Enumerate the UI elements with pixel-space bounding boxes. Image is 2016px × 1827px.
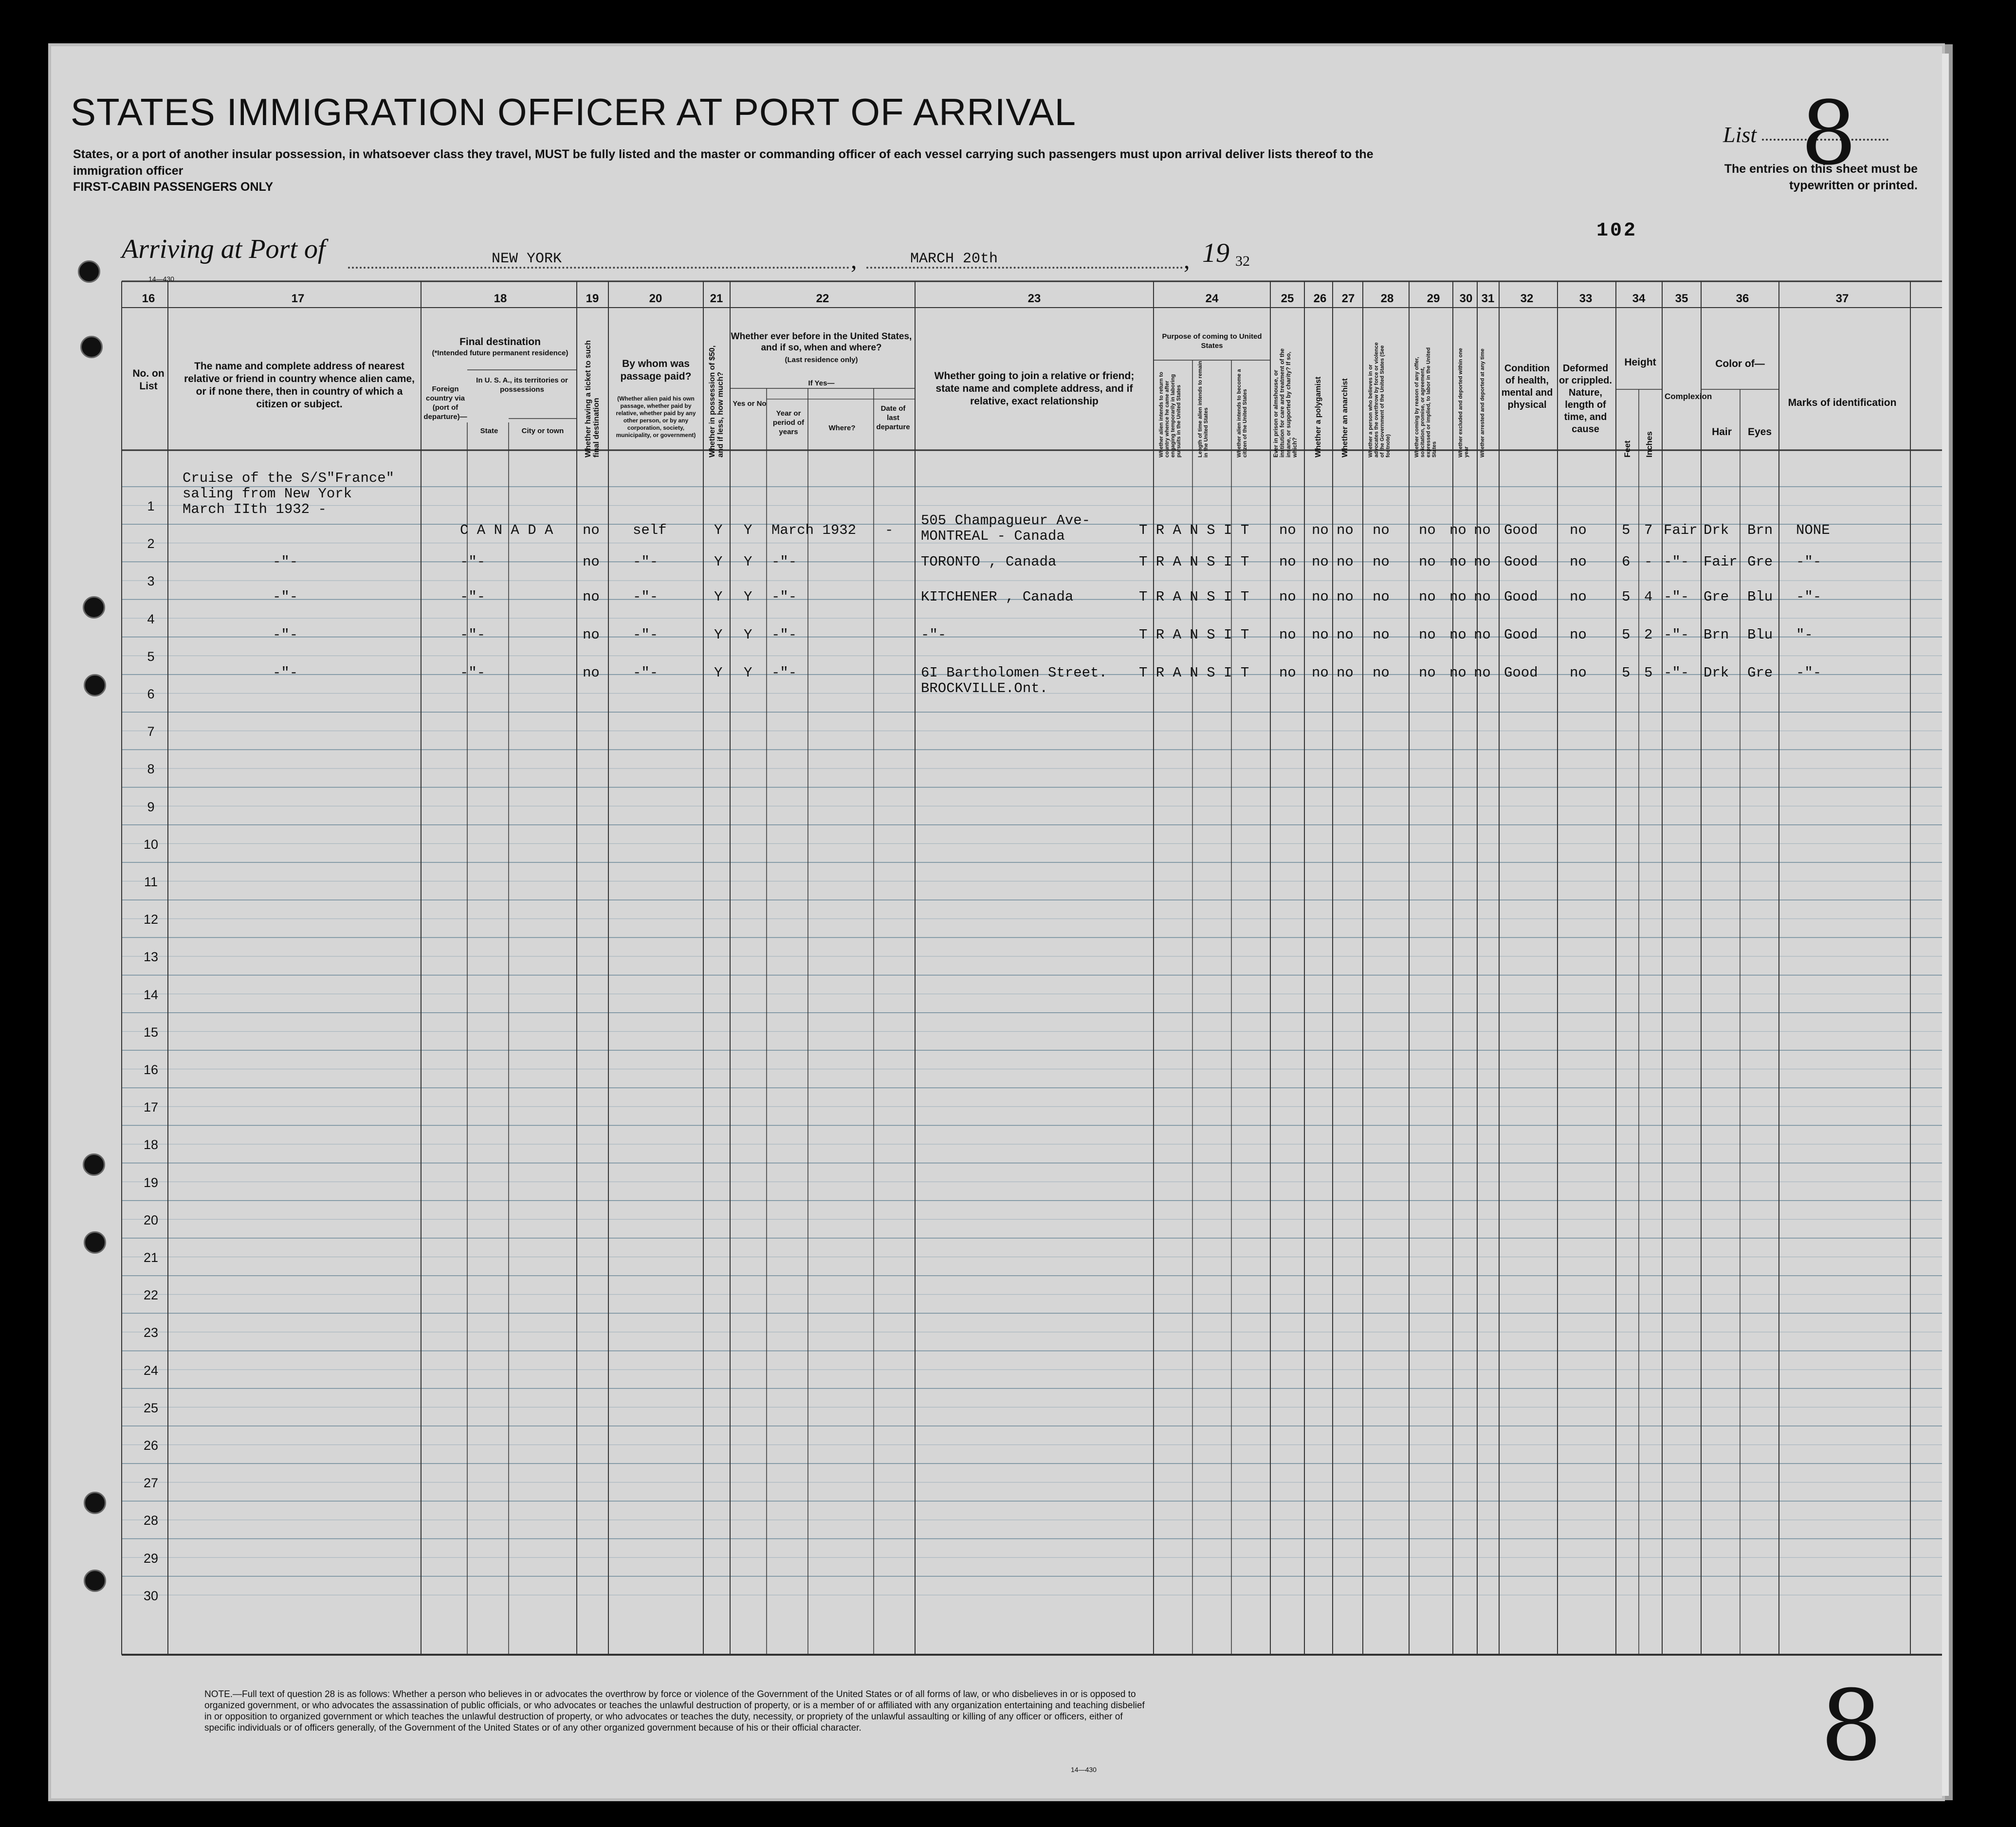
purpose-cell: T R A N S I T (1139, 627, 1249, 643)
header-no-on-list: No. on List (132, 368, 165, 392)
cruise-note-line: Cruise of the S/S"France" (183, 470, 395, 486)
comma-separator: , (851, 246, 857, 274)
row-number: 1 (147, 499, 155, 513)
passage-paid-cell: -"- (633, 554, 659, 570)
polygamist-cell: no (1312, 522, 1329, 538)
footnote: NOTE.—Full text of question 28 is as follows: Whether a person who believes in or advocates the overthrow by force or violence of the Government of the United States or of all forms of law, or who disbelieves in or is opposed to organized government, or who advocates the assassination of public officials, or who advocates or teaches the unlawful destruction of property, or is a member of or affiliated with any organization entertaining and teaching disbelief in or opposition to organized government or which teaches the unlawful destruction of property, or who advocates or teaches the duty, necessity, or propriety of the unlawful assaulting or killing of any officer or officers, either of specific individuals or of officers generally, of the Government of the United States or of any other organized government because of his or their official character. (204, 1689, 1145, 1733)
binding-hole (84, 1492, 106, 1514)
date-value: MARCH 20th (910, 251, 998, 267)
column-number: 26 (1313, 292, 1327, 305)
comma-separator: , (1184, 246, 1190, 274)
binding-hole (83, 596, 105, 619)
column-number: 23 (1027, 292, 1041, 305)
overthrow-cell: no (1373, 522, 1390, 538)
header-marks: Marks of identification (1788, 397, 1897, 408)
health-cell: Good (1504, 554, 1538, 570)
row-number: 11 (144, 875, 158, 889)
form-subtitle: States, or a port of another insular possession, in whatsoever class they travel, MUST be fully listed and the master or commanding officer of each vessel carrying such passengers must upon arrival deliver lists thereof to the immigration officer (73, 147, 1374, 178)
year-cell: -"- (771, 665, 797, 681)
first-cabin-label: FIRST-CABIN PASSENGERS ONLY (73, 180, 274, 194)
header-anarchist: Whether an anarchist (1341, 378, 1349, 457)
column-number: 32 (1520, 292, 1534, 305)
passage-paid-cell: -"- (633, 665, 659, 681)
row-number: 15 (143, 1024, 159, 1040)
funds-cell: Y (714, 665, 723, 681)
ticket-cell: no (583, 522, 600, 538)
header-eyes: Eyes (1747, 426, 1772, 438)
hair-cell: Fair (1704, 554, 1738, 570)
destination-cell: -"- (460, 554, 486, 570)
header-labor-offer: Whether coming by reason of any offer, solicitation, promise, or agreement, expressed or implied, to labor in the United States (1414, 347, 1437, 457)
row-number: 13 (143, 950, 159, 965)
year-cell: -"- (771, 589, 797, 605)
header-prison: Ever in prison or almshouse, or institution for care and treatment of the insane, or supported by charity? If so, which? (1272, 348, 1298, 457)
row-number: 27 (143, 1476, 159, 1491)
overthrow-cell: no (1373, 554, 1390, 570)
form-title: STATES IMMIGRATION OFFICER AT PORT OF ARRIVAL (71, 91, 1077, 133)
year-prefix: 19 (1202, 238, 1229, 268)
eyes-cell: Blu (1747, 589, 1773, 605)
excluded-cell: no (1449, 554, 1466, 570)
eyes-cell: Gre (1747, 554, 1773, 570)
health-cell: Good (1504, 627, 1538, 643)
header-before-in-us-note: (Last residence only) (785, 356, 858, 364)
height-feet-cell: 6 (1622, 554, 1631, 570)
destination-cell: C A N A D A (460, 522, 553, 538)
header-in-usa: In U. S. A., its territories or possessions (476, 376, 568, 394)
excluded-cell: no (1449, 522, 1466, 538)
ticket-cell: no (583, 589, 600, 605)
anarchist-cell: no (1337, 627, 1354, 643)
funds-cell: Y (714, 589, 723, 605)
complexion-cell: Fair (1664, 522, 1698, 538)
column-number: 19 (586, 292, 599, 305)
row-number: 9 (147, 799, 155, 814)
arriving-label: Arriving at Port of (122, 234, 326, 264)
eyes-cell: Gre (1747, 665, 1773, 681)
year-cell: March 1932 (771, 522, 857, 538)
column-number: 21 (710, 292, 723, 305)
join-relative-cell: 505 Champagueur Ave- (921, 512, 1091, 529)
hair-cell: Drk (1704, 665, 1729, 681)
height-inches-cell: - (1644, 554, 1653, 570)
complexion-cell: -"- (1664, 665, 1689, 681)
column-number: 25 (1281, 292, 1294, 305)
deformed-cell: no (1570, 522, 1587, 538)
column-number: 17 (291, 292, 305, 305)
header-purpose-return: Whether alien intends to return to country whence he came after engaging temporarily in laboring pursuits in the United States (1158, 371, 1182, 457)
column-number: 35 (1675, 292, 1688, 305)
column-number: 29 (1427, 292, 1440, 305)
header-color-of: Color of— (1715, 358, 1765, 369)
relative-cell: -"- (273, 627, 298, 643)
join-relative-cell: 6I Bartholomen Street. (921, 665, 1107, 681)
anarchist-cell: no (1337, 554, 1354, 570)
purpose-cell: T R A N S I T (1139, 665, 1249, 681)
header-join-relative: Whether going to join a relative or friend; state name and complete address, and if relative, exact relationship (934, 370, 1135, 407)
typewritten-note: The entries on this sheet must be typewritten or printed. (1724, 162, 1918, 192)
row-number: 12 (143, 912, 159, 927)
column-number: 22 (816, 292, 829, 305)
height-inches-cell: 5 (1644, 665, 1653, 681)
purpose-cell: T R A N S I T (1139, 589, 1249, 605)
complexion-cell: -"- (1664, 627, 1689, 643)
header-year-period: Year or period of years (772, 409, 805, 436)
header-height: Height (1624, 357, 1656, 368)
year-suffix: 32 (1235, 253, 1250, 269)
hair-cell: Brn (1704, 627, 1729, 643)
binding-hole (80, 336, 103, 358)
overthrow-cell: no (1373, 665, 1390, 681)
funds-cell: Y (714, 627, 723, 643)
ticket-cell: no (583, 554, 600, 570)
destination-cell: -"- (460, 589, 486, 605)
cruise-note-line: March IIth 1932 - (183, 501, 327, 517)
destination-cell: -"- (460, 627, 486, 643)
prison-cell: no (1279, 589, 1296, 605)
arrested-cell: no (1474, 665, 1491, 681)
labor-offer-cell: no (1419, 589, 1436, 605)
excluded-cell: no (1449, 589, 1466, 605)
row-number: 16 (143, 1062, 159, 1077)
binding-hole (78, 260, 100, 283)
row-number: 30 (143, 1588, 159, 1603)
header-state: State (480, 427, 498, 435)
binding-hole (84, 1231, 106, 1254)
height-inches-cell: 7 (1644, 522, 1653, 538)
polygamist-cell: no (1312, 627, 1329, 643)
cruise-note-line: saling from New York (183, 486, 352, 502)
list-number: 8 (1801, 83, 1857, 184)
deformed-cell: no (1570, 589, 1587, 605)
row-number: 10 (143, 837, 159, 852)
prison-cell: no (1279, 522, 1296, 538)
prison-cell: no (1279, 665, 1296, 681)
join-relative-cell: TORONTO , Canada (921, 554, 1057, 570)
column-number: 30 (1459, 292, 1473, 305)
row-number: 14 (143, 987, 159, 1002)
header-purpose-length: Length of time alien intends to remain in the United States (1197, 361, 1209, 457)
row-number: 5 (147, 649, 155, 664)
before-us-cell: Y (744, 554, 752, 570)
row-number: 7 (147, 724, 155, 739)
before-us-cell: Y (744, 665, 752, 681)
header-purpose: Purpose of coming to United States (1162, 332, 1262, 350)
binding-hole (84, 1570, 106, 1592)
hair-cell: Drk (1704, 522, 1729, 538)
labor-offer-cell: no (1419, 522, 1436, 538)
relative-cell: -"- (273, 554, 298, 570)
excluded-cell: no (1449, 627, 1466, 643)
prison-cell: no (1279, 627, 1296, 643)
column-number: 27 (1341, 292, 1355, 305)
column-number: 28 (1380, 292, 1394, 305)
header-date-last-departure: Date of last departure (876, 404, 910, 431)
arrested-cell: no (1474, 627, 1491, 643)
arrested-cell: no (1474, 554, 1491, 570)
header-nearest-relative: The name and complete address of nearest relative or friend in country whence alien came, or if none there, then in country of which a citizen or subject. (184, 361, 415, 410)
height-feet-cell: 5 (1622, 665, 1631, 681)
complexion-cell: -"- (1664, 589, 1689, 605)
before-us-cell: Y (744, 522, 752, 538)
height-inches-cell: 4 (1644, 589, 1653, 605)
header-ticket: Whether having a ticket to such final destination (584, 340, 601, 457)
row-number: 19 (143, 1175, 159, 1190)
form-number-bottom: 14—430 (1071, 1766, 1097, 1773)
row-number: 29 (143, 1551, 159, 1566)
eyes-cell: Brn (1747, 522, 1773, 538)
polygamist-cell: no (1312, 589, 1329, 605)
column-number: 20 (649, 292, 662, 305)
arrested-cell: no (1474, 522, 1491, 538)
departure-cell: - (885, 522, 894, 538)
row-number: 4 (147, 611, 155, 626)
row-number: 6 (147, 687, 155, 701)
row-number: 21 (143, 1250, 159, 1265)
passage-paid-cell: -"- (633, 589, 659, 605)
header-excluded: Whether excluded and deported within one year (1458, 348, 1469, 457)
list-label: List (1723, 122, 1757, 147)
row-number: 2 (147, 536, 155, 551)
join-relative-cell: BROCKVILLE.Ont. (921, 680, 1048, 696)
labor-offer-cell: no (1419, 554, 1436, 570)
header-deformed: Deformed or crippled. Nature, length of time, and cause (1559, 363, 1612, 435)
row-number: 25 (143, 1400, 159, 1415)
height-feet-cell: 5 (1622, 627, 1631, 643)
column-number: 18 (494, 292, 507, 305)
height-feet-cell: 5 (1622, 522, 1631, 538)
destination-cell: -"- (460, 665, 486, 681)
header-arrested: Whether arrested and deported at any time (1480, 348, 1485, 457)
before-us-cell: Y (744, 589, 752, 605)
marks-cell: -"- (1796, 554, 1822, 570)
column-number: 36 (1736, 292, 1749, 305)
row-number: 24 (143, 1363, 159, 1378)
deformed-cell: no (1570, 554, 1587, 570)
row-number: 23 (143, 1325, 159, 1340)
row-number: 17 (143, 1100, 159, 1115)
purpose-cell: T R A N S I T (1139, 522, 1249, 538)
year-cell: -"- (771, 554, 797, 570)
passage-paid-cell: -"- (633, 627, 659, 643)
health-cell: Good (1504, 522, 1538, 538)
before-us-cell: Y (744, 627, 752, 643)
height-feet-cell: 5 (1622, 589, 1631, 605)
header-passage-paid: By whom was passage paid? (620, 358, 692, 382)
height-inches-cell: 2 (1644, 627, 1653, 643)
passage-paid-cell: self (633, 522, 667, 538)
form-number: 14—430 (148, 275, 174, 283)
arrested-cell: no (1474, 589, 1491, 605)
polygamist-cell: no (1312, 554, 1329, 570)
header-final-destination: Final destination (459, 336, 541, 347)
labor-offer-cell: no (1419, 627, 1436, 643)
prison-cell: no (1279, 554, 1296, 570)
column-number: 37 (1835, 292, 1849, 305)
row-number: 8 (147, 762, 155, 777)
column-number: 16 (142, 292, 155, 305)
marks-cell: -"- (1796, 589, 1822, 605)
polygamist-cell: no (1312, 665, 1329, 681)
deformed-cell: no (1570, 665, 1587, 681)
purpose-cell: T R A N S I T (1139, 554, 1249, 570)
row-number: 26 (143, 1438, 159, 1453)
join-relative-cell: KITCHENER , Canada (921, 589, 1074, 605)
header-overthrow: Whether a person who believes in or advocates the overthrow by force or violence of the Government of the United States (See footnote) (1368, 342, 1391, 457)
row-number: 3 (147, 574, 155, 589)
header-before-in-us: Whether ever before in the United States, and if so, when and where? (731, 331, 912, 353)
deformed-cell: no (1570, 627, 1587, 643)
header-fifty-dollars: Whether in possession of $50, and if less, how much? (708, 345, 725, 457)
header-foreign-country: Foreign country via (port of departure)— (423, 385, 467, 421)
header-polygamist: Whether a polygamist (1314, 376, 1322, 457)
anarchist-cell: no (1337, 522, 1354, 538)
labor-offer-cell: no (1419, 665, 1436, 681)
marks-cell: -"- (1796, 665, 1822, 681)
header-purpose-citizen: Whether alien intends to become a citizen of the United States (1236, 369, 1248, 457)
year-cell: -"- (771, 627, 797, 643)
header-feet: Feet (1623, 440, 1632, 457)
join-relative-cell: -"- (921, 627, 947, 643)
anarchist-cell: no (1337, 589, 1354, 605)
anarchist-cell: no (1337, 665, 1354, 681)
header-passage-paid-note: (Whether alien paid his own passage, whether paid by relative, whether paid by any other person, or by any corporation, society, municipality, or government) (616, 395, 696, 438)
row-number: 22 (143, 1288, 159, 1303)
overthrow-cell: no (1373, 589, 1390, 605)
header-complexion: Complexion (1665, 392, 1712, 401)
page-number: 8 (1820, 1669, 1883, 1783)
ticket-cell: no (583, 665, 600, 681)
excluded-cell: no (1449, 665, 1466, 681)
relative-cell: -"- (273, 665, 298, 681)
funds-cell: Y (714, 522, 723, 538)
marks-cell: "- (1796, 627, 1813, 643)
complexion-cell: -"- (1664, 554, 1689, 570)
overthrow-cell: no (1373, 627, 1390, 643)
column-number: 31 (1481, 292, 1495, 305)
health-cell: Good (1504, 589, 1538, 605)
column-number: 33 (1579, 292, 1593, 305)
header-city: City or town (521, 427, 564, 435)
port-value: NEW YORK (492, 251, 562, 267)
header-hair: Hair (1712, 426, 1732, 438)
row-number: 18 (143, 1137, 159, 1152)
stamp-number: 102 (1596, 220, 1638, 242)
header-final-destination-note: (*Intended future permanent residence) (432, 349, 568, 357)
relative-cell: -"- (273, 589, 298, 605)
row-number: 28 (143, 1513, 159, 1528)
join-relative-cell: MONTREAL - Canada (921, 528, 1065, 544)
row-number: 20 (143, 1212, 159, 1227)
column-number: 24 (1205, 292, 1219, 305)
header-if-yes: If Yes— (808, 379, 835, 387)
health-cell: Good (1504, 665, 1538, 681)
header-health: Condition of health, mental and physical (1501, 363, 1553, 410)
header-where: Where? (828, 424, 856, 432)
port-dotted-line (348, 267, 849, 269)
ticket-cell: no (583, 627, 600, 643)
marks-cell: NONE (1796, 522, 1830, 538)
hair-cell: Gre (1704, 589, 1729, 605)
column-number: 34 (1632, 292, 1646, 305)
funds-cell: Y (714, 554, 723, 570)
eyes-cell: Blu (1747, 627, 1773, 643)
binding-hole (84, 674, 106, 696)
binding-hole (83, 1153, 105, 1176)
header-yes-no: Yes or No (733, 400, 767, 408)
header-inches: Inches (1645, 431, 1654, 457)
